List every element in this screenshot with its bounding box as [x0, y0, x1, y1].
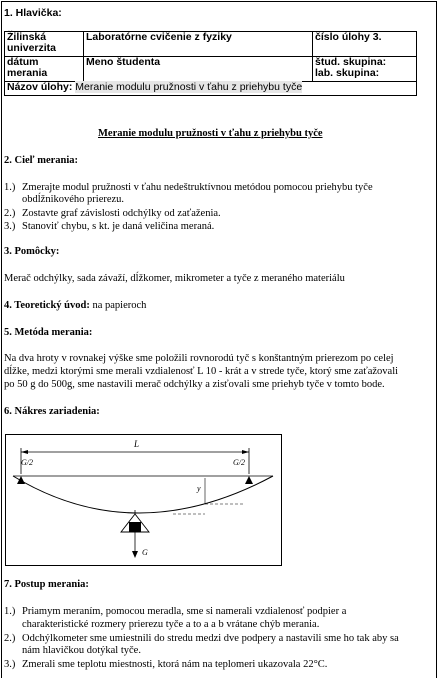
- student-label-cell: Meno študenta: [84, 57, 313, 82]
- label-L: L: [134, 439, 140, 449]
- label-right-force: G/2: [233, 458, 245, 467]
- procedure-item-1: 1.) Priamym meraním, pomocou meradla, sme si namerali vzdialenosť podpier a: [4, 606, 347, 617]
- section7-heading: 7. Postup merania:: [4, 579, 89, 590]
- group-label-cell: štud. skupina: lab. skupina:: [313, 57, 417, 82]
- weight-block: [129, 522, 141, 532]
- task-name-cell: [5, 82, 417, 96]
- section4-heading: 4. Teoretický úvod:: [4, 300, 90, 311]
- section6-heading: 6. Nákres zariadenia:: [4, 406, 100, 417]
- theory-text: na papieroch: [89, 300, 147, 311]
- figure-frame: [6, 435, 282, 566]
- header-table: [4, 31, 417, 96]
- date-label-cell: dátum merania: [5, 57, 84, 82]
- document-title: Meranie modulu pružnosti v ťahu z priehybu tyče: [98, 128, 323, 139]
- method-line-1: Na dva hroty v rovnakej výške sme položili rovnorodú tyč s konštantným prierezom po celej: [4, 353, 394, 364]
- apparatus-diagram: [5, 434, 282, 566]
- lab-title-cell: Laboratórne cvičenie z fyziky: [84, 32, 313, 57]
- goal-item-1: 1.) Zmerajte modul pružnosti v ťahu nedeštruktívnou metódou pomocou priehybu tyče: [4, 182, 373, 193]
- task-name-label: Názov úlohy:: [7, 81, 73, 93]
- university-cell: Žilinská univerzita: [5, 32, 84, 57]
- document-page: [1, 1, 437, 678]
- procedure-item-1-cont: charakteristické rozmery prierezu tyče a to a a b vrátane chýb merania.: [22, 619, 320, 630]
- section2-heading: 2. Cieľ merania:: [4, 155, 79, 166]
- section5-heading: 5. Metóda merania:: [4, 327, 93, 338]
- section1-heading: 1. Hlavička:: [4, 7, 62, 19]
- method-line-2: dĺžke, medzi ktorými sme merali vzdialenosť L 10 - krát a v strede tyče, ktorý sme zaťažovali: [4, 366, 399, 377]
- label-y: y: [197, 484, 201, 493]
- goal-item-3: 3.) Stanoviť chybu, s kt. je daná veličina meraná.: [4, 221, 215, 232]
- task-name-value: Meranie modulu pružnosti v ťahu z priehybu tyče: [75, 81, 303, 93]
- equipment-text: Merač odchýlky, sada závaží, dĺžkomer, mikrometer a tyče z meraného materiálu: [4, 273, 345, 284]
- section3-heading: 3. Pomôcky:: [4, 246, 60, 257]
- procedure-item-2: 2.) Odchýlkometer sme umiestnili do stredu medzi dve podpery a nastavili sme ho tak aby sa: [4, 633, 399, 644]
- goal-item-2: 2.) Zostavte graf závislosti odchýlky od zaťaženia.: [4, 208, 221, 219]
- task-number-cell: číslo úlohy 3.: [313, 32, 417, 57]
- goal-item-1-cont: obdĺžnikového prierezu.: [22, 194, 125, 205]
- procedure-item-3: 3.) Zmerali sme teplotu miestnosti, ktorá nám na teplomeri ukazovala 22°C.: [4, 659, 328, 670]
- label-left-force: G/2: [21, 458, 33, 467]
- apparatus-figure: [5, 434, 282, 566]
- section4-line: [4, 300, 146, 311]
- method-line-3: po 50 g do 500g, sme nastavili merač odchýlky a zisťovali sme priehyb tyče v tomto bode.: [4, 379, 385, 390]
- procedure-item-2-cont: nám hlavičkou dotýkal tyče.: [22, 645, 141, 656]
- label-G: G: [142, 548, 148, 557]
